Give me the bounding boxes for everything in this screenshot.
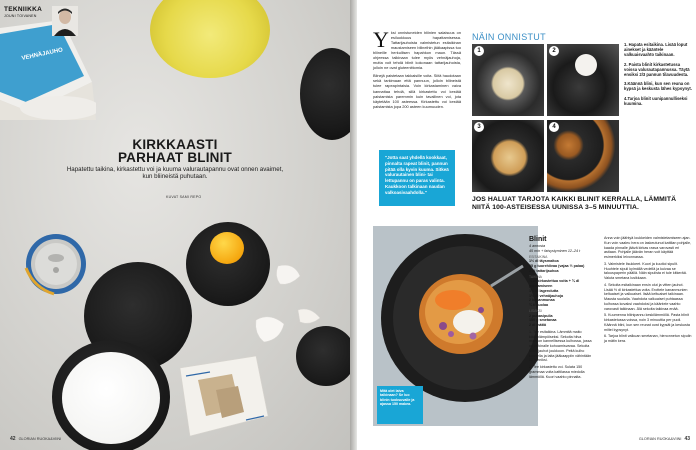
intro-paragraph-1: ksi onnistuneiden bliinien salaisuus on esiluokkuus hapattamisessa. Tattarijauhoista valmistetun esitaikinan maustamiseen bliineihin jääkaapissa tuo bliineille herkullisen hapahkon maun. Tässä ohjeessa taikinaan tulee myös vehnäjauhoja, mutta voit tehdä blinit kokonaan tattarijauhoista, jolloin ne ovat gluteenittomia. bbox=[373, 30, 461, 71]
steps-title: NÄIN ONNISTUT bbox=[472, 32, 546, 42]
ingredient: 2 punasipulia bbox=[529, 313, 553, 318]
photo-caption: Mitä olet laiva taikinaan? Se luo blinin tuoksuvalle ja ajassa 150 makea. bbox=[377, 386, 423, 424]
headline bbox=[100, 138, 250, 164]
section-tag bbox=[4, 6, 42, 18]
left-magazine-name: GLORIAN RUOKA&VIINI bbox=[18, 437, 62, 441]
tagline: JOS HALUAT TARJOTA KAIKKI BLINIT KERRALLA, LÄMMITÄ NIITÄ 100-ASTEISESSA UUNISSA 3–5 MINUUTTIA. bbox=[472, 196, 677, 212]
step-photo-2 bbox=[547, 44, 619, 116]
intro-text bbox=[373, 27, 461, 112]
method-paragraph: Anna voin jäähtyä loukkeiden valmistetamiseen ajan. Kun voin vaaleu hera on laskeutunut kattilan pohjalle, kaada pinnalle jäävä kirkas rasva varovasti eri astiaan. Pohjalle jäävän heran voit käyttää esimerkiksi leivonnassa. bbox=[604, 236, 692, 259]
step-text-4: 4.Tarjoa blinit uunipannulliseksi kuumina. bbox=[624, 95, 688, 106]
ingredient: 1½ dl vehnäjauhoja bbox=[529, 293, 564, 298]
recipe-category-3: LISÄKSI bbox=[529, 308, 542, 313]
flour-label: VEHNÄJAUHO bbox=[21, 47, 64, 62]
step-text-2: 2. Paista blinit kirkastetussa voissa valurautapannussa. Täytä ensiksi 2/3 pannun tilavuudesta. bbox=[624, 61, 690, 78]
recipe-category-1: ESITAIKINA bbox=[529, 254, 548, 259]
ladle bbox=[575, 54, 597, 76]
photo-credit: KUVAT SAMI REPO bbox=[166, 195, 202, 199]
ingredient: ¾ dl kirkastettua voita + ¾ dl paistamiseen bbox=[529, 279, 580, 288]
step-text-3: 3.Käännä blini, kun sen reuna on kypsä ja keskusta lähes kypsynyt. bbox=[624, 81, 692, 92]
headline-line1: KIRKKAASTI bbox=[132, 137, 218, 152]
dark-plate-right bbox=[296, 326, 350, 386]
ingredient: 25 g tuorehiivaa (vajaa ½ palaa) bbox=[529, 264, 585, 268]
step-number-3: 3 bbox=[474, 122, 484, 132]
ingredient: 150 g smetanaa bbox=[529, 318, 557, 323]
recipe-category-2: TAIKINA bbox=[529, 274, 542, 279]
ingredient: 1½ dl täysmaitoa bbox=[529, 259, 559, 264]
left-page-footer bbox=[10, 436, 61, 442]
chef-portrait bbox=[52, 6, 78, 36]
method-paragraph: 3. Valmistele lisukkeet. Kuori ja kuutioi sipulit. Huuhtele sipuli kylmällä vedellä ja kuivaa se talouspaperin päällä. Näin sipulista ei tule kitkerää. Valuta smetana lusikkaan. bbox=[604, 261, 687, 280]
beer-can-photo bbox=[24, 232, 88, 296]
method-column bbox=[604, 236, 692, 346]
recipe-step-2: 2. Tee kirkastettu voi. Sulata 150 grammaa voita kattilassa miedolla lämmöllä. Kuori vaahto pinnalta. bbox=[529, 365, 585, 379]
step-number-1: 1 bbox=[474, 46, 484, 56]
right-page-footer bbox=[639, 436, 690, 442]
milk bbox=[62, 352, 160, 444]
section-tag-title: TEKNIIKKA bbox=[4, 6, 43, 13]
steps-list bbox=[624, 42, 692, 110]
method-paragraph: 6. Tarjoa blinit valkuan smetanan, hienonnetun sipulin ja mätin kera. bbox=[604, 334, 692, 343]
yeast-package bbox=[176, 356, 272, 442]
intro-dropcap: Y bbox=[373, 27, 389, 52]
pull-quote: "Jotta saat yhdellä kookkaat, pinnalta rapeat blinit, pannun pitää olla kyvin kuuma. Sitkeä valurautainen blini- tai lettupannu on paras valinta. Kaukkoon talkinaan naudan valkoasivaahdolla." bbox=[379, 150, 455, 206]
recipe-step-1: 1. Tee esitaikina. Lämmitä maito kädenlämpöiseksi. Sekoita hiiva maitoon kannellisessa kulhossa, jossa on tarkinalle kohoamisvaraa. Sekoita tattarijauhot joukkoon. Peitä kulho kannella ja laita jääkaappiin vähintään 12 tunniksi. bbox=[529, 329, 592, 363]
method-paragraph: 5. Kuumenna bliinipannu keskilämmöllä. Pasta blinit kirkastetussa voissa, noin 3 minuuttia per puoli. Käännä blini, kun sen reunat ovat kypsät ja keskusta miltei kypsynyt. bbox=[604, 313, 690, 332]
ingredient: ¾ tl suolaa bbox=[529, 303, 549, 307]
left-page-number: 42 bbox=[10, 436, 16, 442]
subheadline: Hapatettu taikina, kirkastettu voi ja kuuma valurautapannu ovat onnen avaimet, kun bliineistä puhutaan. bbox=[66, 166, 284, 181]
recipe-title: Blinit bbox=[529, 236, 547, 243]
dark-plate-top-right bbox=[300, 48, 350, 140]
ingredient: 1½ dl lagerolutta bbox=[529, 288, 559, 293]
flour-bag-photo bbox=[0, 20, 96, 120]
recipe-servings: 4 annosta bbox=[529, 244, 546, 248]
headline-line2: PARHAAT BLINIT bbox=[117, 150, 233, 165]
ingredient: 2 kananmunaa bbox=[529, 298, 555, 303]
step-number-2: 2 bbox=[549, 46, 559, 56]
ingredient: 2 dl tattarijauhoa bbox=[529, 268, 559, 273]
right-page bbox=[357, 0, 696, 450]
right-page-number: 43 bbox=[684, 436, 690, 442]
intro-paragraph-2: Blinejä paistetaan takkaisille voita. Siitä haudotaan sekä tarkimaan että pannuun, jolloin bliineistä tulee rapeapintaisia. Voin kirkastaminen vaiva kannattaa tehdä, sillä kirkastettu voi kestää paistamista paremmin kuin tavallinen voi, jota käytetään 100 asteessa. Kirkastettu voi kestää paistamista jopa 200 asteen kuumuuden. bbox=[373, 73, 461, 109]
step-text-1: 1. Hapata esitaikina. Lisää loput ainekset ja kääntele valkuaisvaahto taikinaan. bbox=[624, 42, 688, 58]
step-photo-4 bbox=[547, 120, 619, 192]
right-magazine-name: GLORIAN RUOKA&VIINI bbox=[638, 437, 682, 441]
step-photo-1 bbox=[472, 44, 544, 116]
recipe-column bbox=[529, 236, 595, 379]
recipe-time: 45 min + fatsystyminen 12–24 t bbox=[529, 248, 581, 253]
step-number-4: 4 bbox=[549, 122, 559, 132]
butter-bowl-photo bbox=[150, 0, 270, 78]
egg-yolk bbox=[210, 232, 244, 264]
method-paragraph: 4. Sekoita esitaikinaan ensin olut ja vitten jauhot. Lisää ½ dl kirkastettua voita. Erottele kananmunien keltuaiset ja valkuaiset. lisää keltuaiset taikinaan. Mausta suolalla. Vaahdota valkuaiset puhtaassa kulhossa kovaksi vaahdoksi ja kääntele vaahto varovasti taikinaan. Älä sekoita taikinaa enää. bbox=[604, 282, 688, 311]
gutter bbox=[350, 0, 357, 450]
ingredient: 2 dl mätiä bbox=[529, 323, 547, 327]
step-photo-3 bbox=[472, 120, 544, 192]
section-tag-author: JOUNI TOIVANEN bbox=[4, 14, 37, 18]
